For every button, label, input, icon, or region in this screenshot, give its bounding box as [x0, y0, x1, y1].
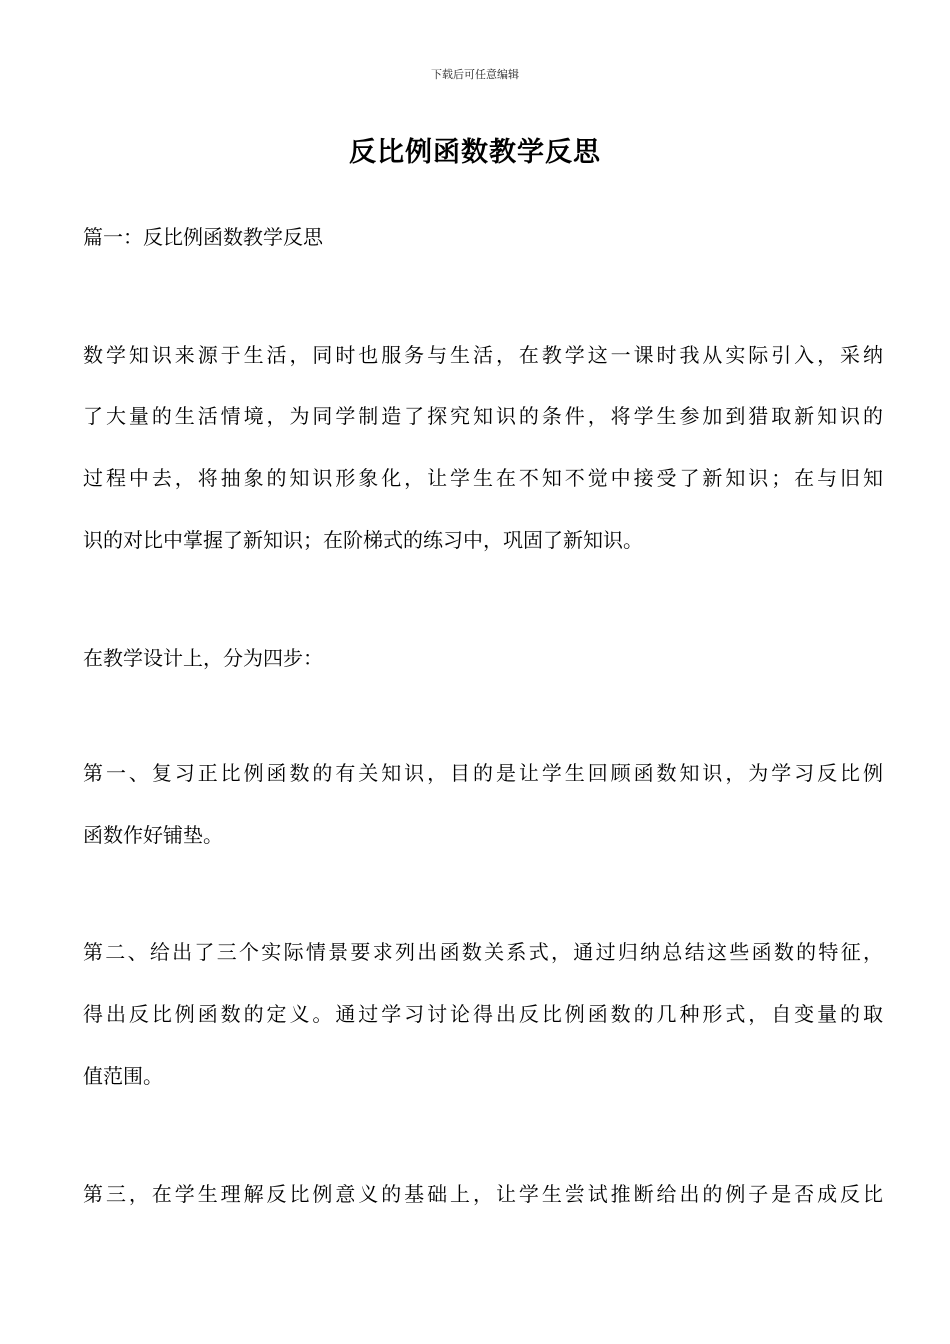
section-heading: 篇一：反比例函数教学反思 — [83, 225, 323, 249]
paragraph-1-line-4: 识的对比中掌握了新知识；在阶梯式的练习中，巩固了新知识。 — [83, 528, 643, 552]
document-title: 反比例函数教学反思 — [349, 137, 601, 168]
header-note: 下载后可任意编辑 — [431, 68, 519, 81]
paragraph-4-line-1: 第二、给出了三个实际情景要求列出函数关系式，通过归纳总结这些函数的特征， — [83, 940, 883, 964]
paragraph-1-line-1: 数学知识来源于生活，同时也服务与生活，在教学这一课时我从实际引入，采纳 — [83, 343, 883, 367]
paragraph-3-line-2: 函数作好铺垫。 — [83, 823, 223, 847]
paragraph-4-line-3: 值范围。 — [83, 1064, 163, 1088]
paragraph-1-line-2: 了大量的生活情境，为同学制造了探究知识的条件，将学生参加到猎取新知识的 — [83, 404, 883, 428]
paragraph-2-line-1: 在教学设计上，分为四步： — [83, 646, 323, 670]
paragraph-5-line-1: 第三，在学生理解反比例意义的基础上，让学生尝试推断给出的例子是否成反比 — [83, 1182, 883, 1206]
paragraph-3-line-1: 第一、复习正比例函数的有关知识，目的是让学生回顾函数知识，为学习反比例 — [83, 761, 883, 785]
paragraph-1-line-3: 过程中去，将抽象的知识形象化，让学生在不知不觉中接受了新知识；在与旧知 — [83, 466, 883, 490]
paragraph-4-line-2: 得出反比例函数的定义。通过学习讨论得出反比例函数的几种形式，自变量的取 — [83, 1002, 883, 1026]
